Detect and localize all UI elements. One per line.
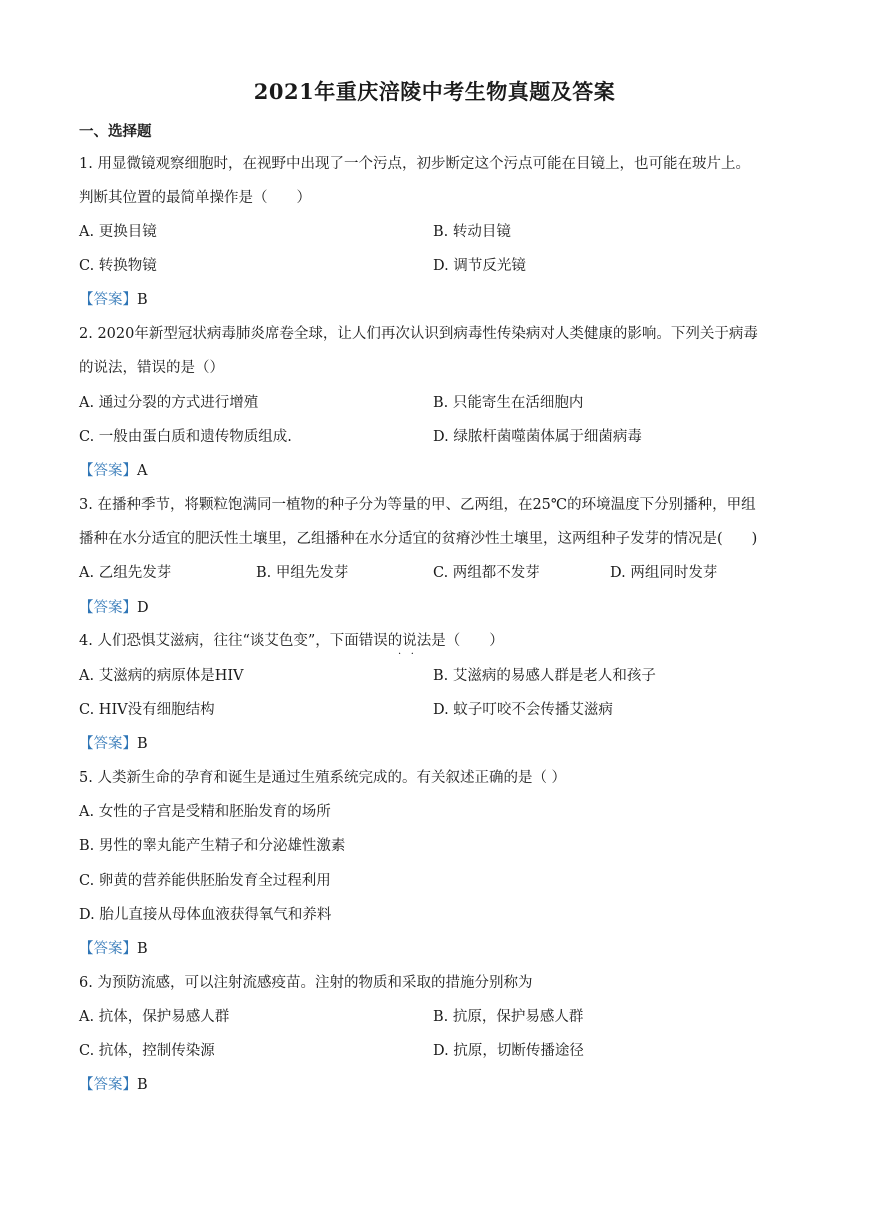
question-5-option-b: B. 男性的睾丸能产生精子和分泌雄性激素 — [79, 838, 346, 854]
question-6-option-a: A. 抗体，保护易感人群 — [79, 1009, 230, 1025]
question-2-option-b: B. 只能寄生在活细胞内 — [433, 395, 584, 411]
question-1-option-c: C. 转换物镜 — [79, 258, 157, 274]
question-3-option-d: D. 两组同时发芽 — [610, 565, 718, 581]
answer-tag: 【答案】 — [79, 292, 137, 308]
question-2-option-a: A. 通过分裂的方式进行增殖 — [79, 395, 259, 411]
question-5-stem-line-1: 5. 人类新生命的孕育和诞生是通过生殖系统完成的。有关叙述正确的是（ ） — [79, 770, 567, 786]
question-5-option-d: D. 胎儿直接从母体血液获得氧气和养料 — [79, 907, 332, 923]
question-4-answer — [79, 734, 148, 754]
question-5-option-a: A. 女性的子宫是受精和胚胎发育的场所 — [79, 804, 331, 820]
question-1-answer — [79, 290, 148, 310]
answer-value: B — [137, 1077, 148, 1093]
question-3-stem-line-1: 3. 在播种季节，将颗粒饱满同一植物的种子分为等量的甲、乙两组，在25℃的环境温度下分别播种，甲组 — [79, 497, 756, 513]
answer-tag: 【答案】 — [79, 736, 137, 752]
question-2-stem-line-2: 的说法，错误的是（） — [79, 360, 224, 376]
answer-tag: 【答案】 — [79, 941, 137, 957]
question-4-option-c: C. HIV没有细胞结构 — [79, 702, 215, 718]
answer-value: B — [137, 292, 148, 308]
question-1-stem-line-1: 1. 用显微镜观察细胞时，在视野中出现了一个污点，初步断定这个污点可能在目镜上，也可能在玻片上。 — [79, 156, 750, 172]
question-6-stem-line-1: 6. 为预防流感，可以注射流感疫苗。注射的物质和采取的措施分别称为 — [79, 975, 533, 991]
question-6-option-b: B. 抗原，保护易感人群 — [433, 1009, 584, 1025]
answer-value: B — [137, 941, 148, 957]
question-2-answer — [79, 461, 147, 481]
question-1-option-a: A. 更换目镜 — [79, 224, 157, 240]
question-2-stem-line-1: 2. 2020年新型冠状病毒肺炎席卷全球，让人们再次认识到病毒性传染病对人类健康的影响。下列关于病毒 — [79, 326, 758, 342]
question-1-option-b: B. 转动目镜 — [433, 224, 511, 240]
question-6-option-c: C. 抗体，控制传染源 — [79, 1043, 215, 1059]
answer-tag: 【答案】 — [79, 1077, 137, 1093]
question-4-option-a: A. 艾滋病的病原体是HIV — [79, 668, 244, 684]
question-3-option-a: A. 乙组先发芽 — [79, 565, 172, 581]
question-5-answer — [79, 939, 148, 959]
answer-tag: 【答案】 — [79, 600, 137, 616]
answer-value: A — [137, 463, 148, 479]
question-4-stem-line-1: 4. 人们恐惧艾滋病，往往“谈艾色变”，下面错误的说法是（ ） — [79, 633, 504, 649]
emphasis-dots: · · — [398, 649, 414, 660]
question-6-option-d: D. 抗原，切断传播途径 — [433, 1043, 584, 1059]
question-1-stem-line-2: 判断其位置的最简单操作是（ ） — [79, 190, 311, 206]
question-6-answer — [79, 1075, 148, 1095]
question-2-option-c: C. 一般由蛋白质和遗传物质组成. — [79, 429, 292, 445]
question-4-option-d: D. 蚊子叮咬不会传播艾滋病 — [433, 702, 613, 718]
question-3-stem-line-2: 播种在水分适宜的肥沃性土壤里，乙组播种在水分适宜的贫瘠沙性土壤里，这两组种子发芽的情况是( ) — [79, 531, 758, 547]
question-3-option-c: C. 两组都不发芽 — [433, 565, 540, 581]
answer-value: D — [137, 600, 149, 616]
section-heading: 一、选择题 — [79, 123, 152, 140]
question-5-option-c: C. 卵黄的营养能供胚胎发育全过程利用 — [79, 873, 331, 889]
question-3-answer — [79, 598, 149, 618]
page-title: 2021年重庆涪陵中考生物真题及答案 — [253, 79, 616, 104]
answer-tag: 【答案】 — [79, 463, 137, 479]
question-1-option-d: D. 调节反光镜 — [433, 258, 526, 274]
question-4-option-b: B. 艾滋病的易感人群是老人和孩子 — [433, 668, 656, 684]
answer-value: B — [137, 736, 148, 752]
question-2-option-d: D. 绿脓杆菌噬菌体属于细菌病毒 — [433, 429, 642, 445]
question-3-option-b: B. 甲组先发芽 — [256, 565, 349, 581]
